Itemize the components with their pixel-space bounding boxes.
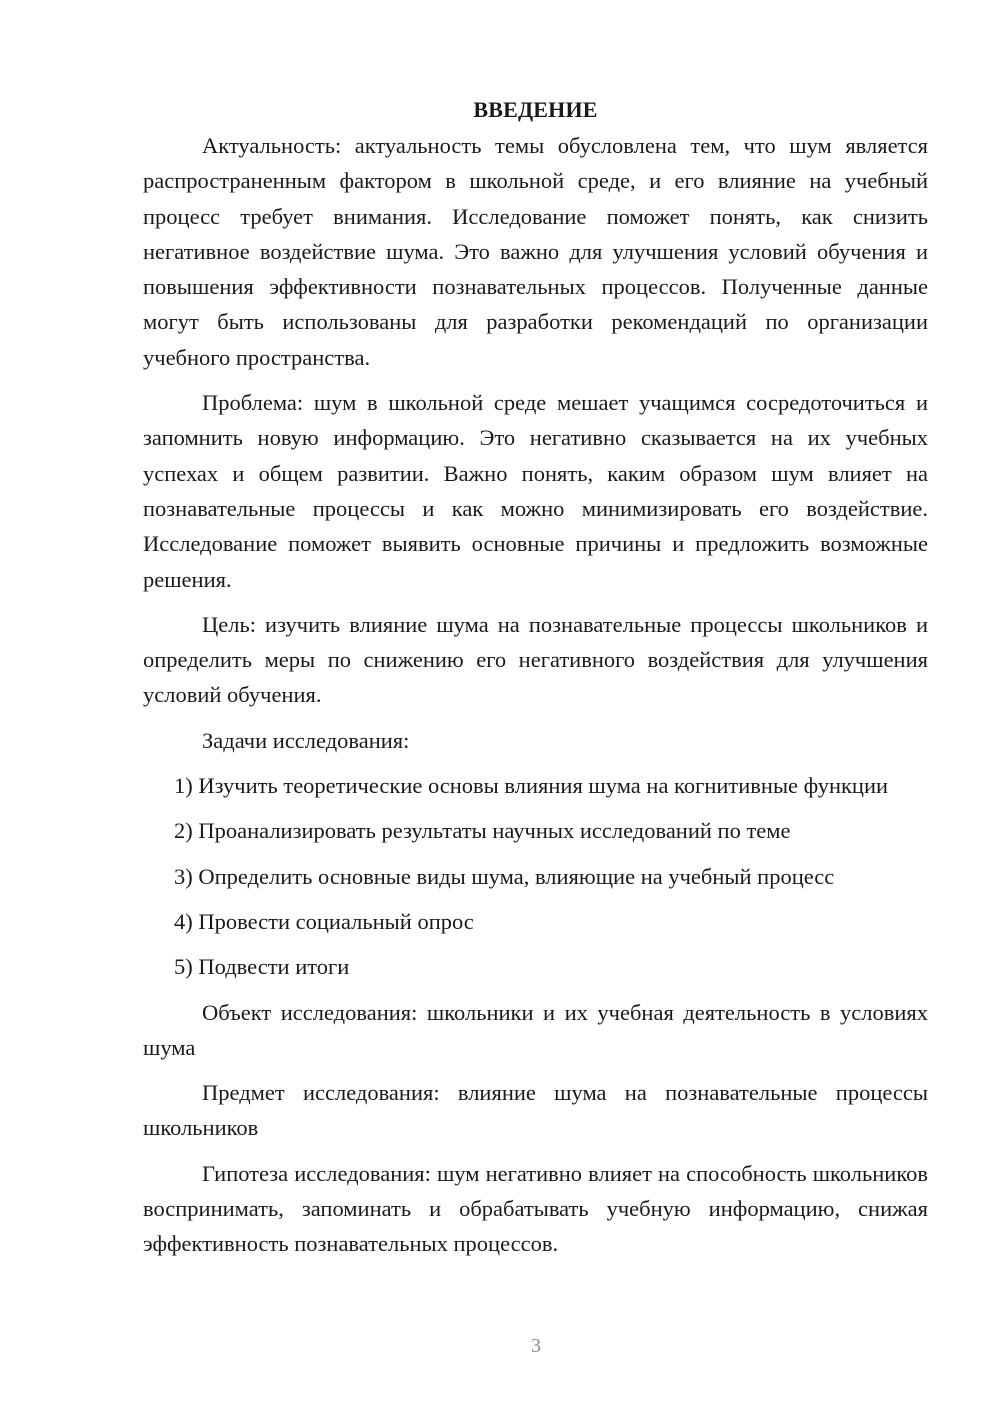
task-item: 1) Изучить теоретические основы влияния шума на когнитивные функции [174, 773, 889, 799]
paragraph-subject: Предмет исследования: влияние шума на познавательные процессы школьников [143, 1080, 928, 1141]
document-title: ВВЕДЕНИЕ [473, 97, 598, 122]
paragraph-object: Объект исследования: школьники и их учебная деятельность в условиях шума [143, 999, 928, 1060]
task-item: 5) Подвести итоги [174, 954, 350, 980]
document-page [143, 92, 928, 1262]
task-item: 2) Проанализировать результаты научных исследований по теме [174, 818, 791, 844]
task-item: 4) Провести социальный опрос [174, 908, 474, 934]
task-item: 3) Определить основные виды шума, влияющие на учебный процесс [174, 863, 835, 889]
paragraph-goal: Цель: изучить влияние шума на познавательные процессы школьников и определить меры по снижению его негативного воздействия для улучшения условий обучения. [143, 611, 928, 708]
paragraph-relevance: Актуальность: актуальность темы обусловлена тем, что шум является распространенным фактором в школьной среде, и его влияние на учебный процесс требует внимания. Исследование поможет понять, как снизить негативное воздействие шума. Это важно для улучшения условий обучения и повышения эффективности познавательных процессов. Полученные данные могут быть использованы для разработки рекомендаций по организации учебного пространства. [143, 133, 928, 370]
tasks-heading: Задачи исследования: [202, 727, 410, 753]
paragraph-problem: Проблема: шум в школьной среде мешает учащимся сосредоточиться и запомнить новую информацию. Это негативно сказывается на их учебных успехах и общем развитии. Важно понять, каким образом шум влияет на познавательные процессы и как можно минимизировать его воздействие. Исследование поможет выявить основные причины и предложить возможные решения. [143, 390, 928, 592]
tasks-list [143, 768, 928, 984]
page-number: 3 [531, 1335, 541, 1357]
paragraph-hypothesis: Гипотеза исследования: шум негативно влияет на способность школьников воспринимать, запоминать и обрабатывать учебную информацию, снижая эффективность познавательных процессов. [143, 1160, 928, 1257]
